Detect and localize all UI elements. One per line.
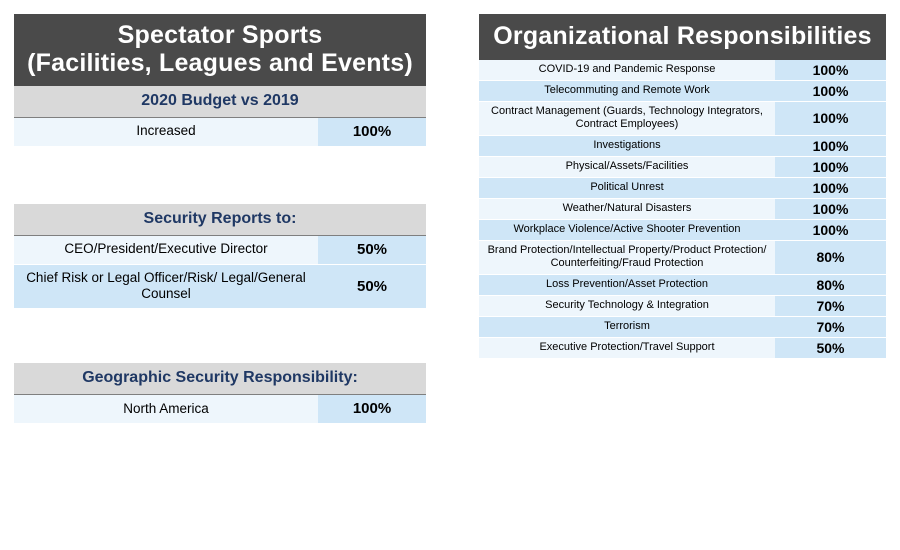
row-value: 100%: [775, 102, 886, 135]
row-value: 70%: [775, 317, 886, 337]
row-label: Workplace Violence/Active Shooter Prevention: [479, 220, 775, 240]
row-label: Terrorism: [479, 317, 775, 337]
row-value: 100%: [775, 157, 886, 177]
panel-title-organizational-responsibilities: Organizational Responsibilities: [479, 14, 886, 60]
geographic-responsibility-table: [14, 363, 426, 424]
row-label: Contract Management (Guards, Technology Integrators, Contract Employees): [479, 102, 775, 135]
table-row: [479, 220, 886, 241]
table-row: [479, 136, 886, 157]
geographic-subheading: Geographic Security Responsibility:: [14, 363, 426, 395]
row-label: Security Technology & Integration: [479, 296, 775, 316]
row-label: CEO/President/Executive Director: [14, 236, 318, 264]
row-label: Physical/Assets/Facilities: [479, 157, 775, 177]
panel-title-line-2: (Facilities, Leagues and Events): [27, 49, 413, 77]
panel-title-line-1: Spectator Sports: [117, 21, 323, 49]
row-value: 100%: [775, 81, 886, 101]
row-label: Investigations: [479, 136, 775, 156]
row-label: Loss Prevention/Asset Protection: [479, 275, 775, 295]
table-row: [14, 395, 426, 424]
row-label: Political Unrest: [479, 178, 775, 198]
row-value: 80%: [775, 275, 886, 295]
row-value: 100%: [775, 220, 886, 240]
table-row: [479, 296, 886, 317]
row-value: 50%: [775, 338, 886, 358]
spacer-2: [14, 309, 426, 363]
row-label: Weather/Natural Disasters: [479, 199, 775, 219]
security-reports-subheading: Security Reports to:: [14, 204, 426, 236]
row-value: 100%: [775, 178, 886, 198]
row-label: Brand Protection/Intellectual Property/Product Protection/ Counterfeiting/Fraud Protection: [479, 241, 775, 274]
row-value: 100%: [775, 60, 886, 80]
table-row: [479, 241, 886, 275]
table-row: [479, 199, 886, 220]
spacer-1: [14, 147, 426, 204]
row-label: Telecommuting and Remote Work: [479, 81, 775, 101]
row-label: Chief Risk or Legal Officer/Risk/ Legal/General Counsel: [14, 265, 318, 308]
table-row: [479, 275, 886, 296]
row-value: 100%: [318, 118, 426, 146]
budget-table: [14, 86, 426, 147]
table-row: [14, 118, 426, 147]
row-value: 50%: [318, 265, 426, 308]
security-reports-table: [14, 204, 426, 309]
table-row: [479, 178, 886, 199]
table-row: [14, 265, 426, 309]
table-row: [479, 102, 886, 136]
spectator-sports-panel: [14, 14, 426, 424]
row-label: Executive Protection/Travel Support: [479, 338, 775, 358]
organizational-responsibilities-panel: [479, 14, 886, 359]
row-value: 100%: [775, 199, 886, 219]
table-row: [479, 317, 886, 338]
budget-subheading: 2020 Budget vs 2019: [14, 86, 426, 118]
row-label: North America: [14, 395, 318, 423]
row-label: Increased: [14, 118, 318, 146]
table-row: [479, 338, 886, 359]
row-label: COVID-19 and Pandemic Response: [479, 60, 775, 80]
row-value: 100%: [318, 395, 426, 423]
table-row: [479, 81, 886, 102]
organizational-responsibilities-table: [479, 60, 886, 359]
panel-title-spectator-sports: [14, 14, 426, 86]
row-value: 70%: [775, 296, 886, 316]
row-value: 80%: [775, 241, 886, 274]
row-value: 50%: [318, 236, 426, 264]
table-row: [479, 60, 886, 81]
row-value: 100%: [775, 136, 886, 156]
table-row: [479, 157, 886, 178]
table-row: [14, 236, 426, 265]
